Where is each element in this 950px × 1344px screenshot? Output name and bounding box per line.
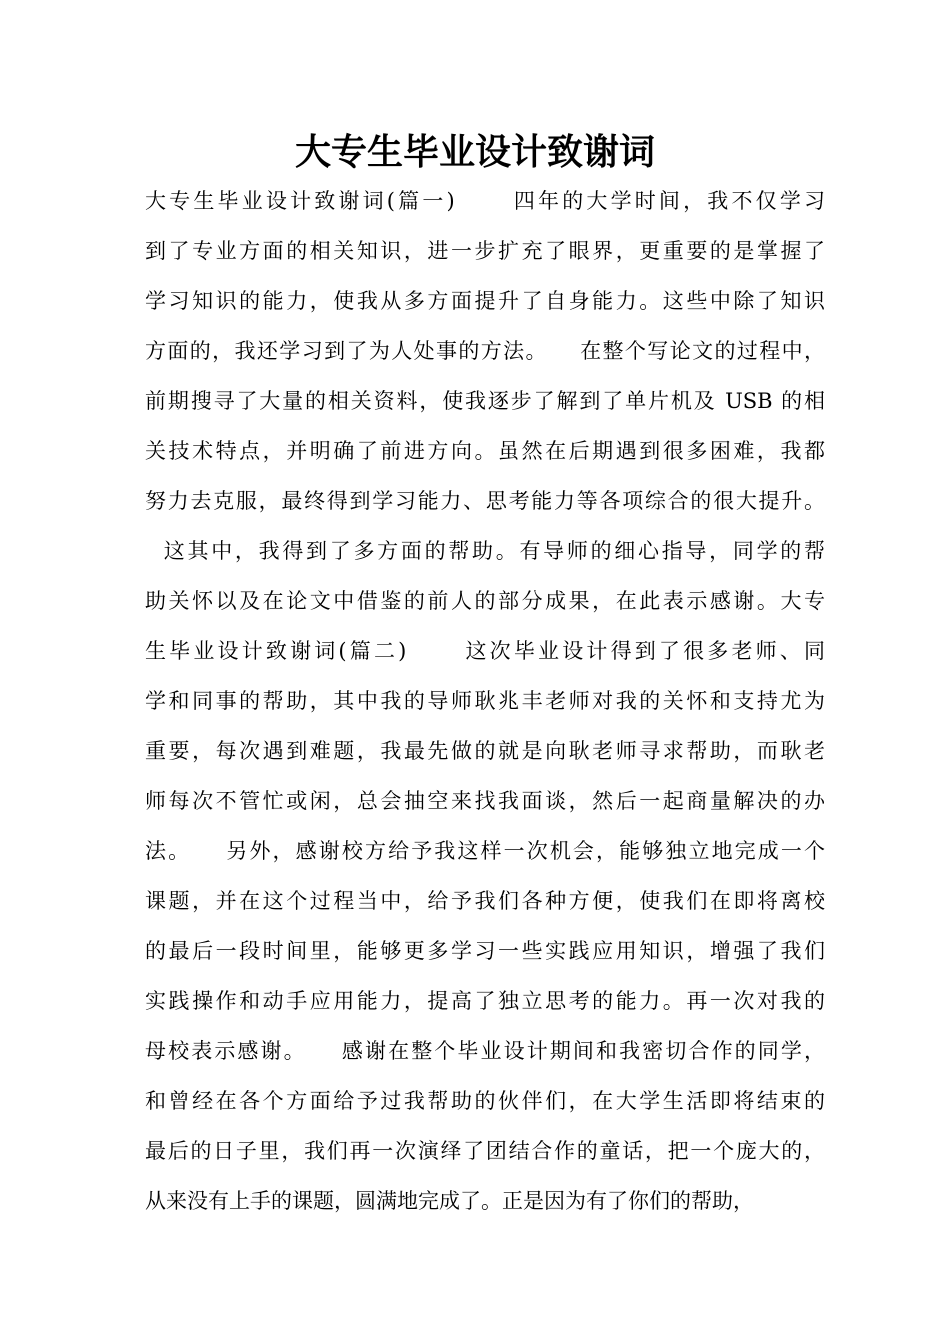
text-line: 师每次不管忙或闲，总会抽空来找我面谈，然后一起商量解决的办	[145, 789, 825, 813]
text-line: 从来没有上手的课题，圆满地完成了。正是因为有了你们的帮助，	[145, 1189, 754, 1213]
text-line: 生毕业设计致谢词(篇二) 这次毕业设计得到了很多老师、同	[145, 639, 825, 663]
text-line: 助关怀以及在论文中借鉴的前人的部分成果，在此表示感谢。大专	[145, 589, 825, 613]
text-line: 学习知识的能力，使我从多方面提升了自身能力。这些中除了知识	[145, 289, 825, 313]
text-line: 重要，每次遇到难题，我最先做的就是向耿老师寻求帮助，而耿老	[145, 739, 825, 763]
text-line: 课题，并在这个过程当中，给予我们各种方便，使我们在即将离校	[145, 889, 825, 913]
document-title: 大专生毕业设计致谢词	[294, 132, 655, 173]
text-line: 方面的，我还学习到了为人处事的方法。 在整个写论文的过程中，	[145, 339, 825, 363]
text-line: 大专生毕业设计致谢词(篇一) 四年的大学时间，我不仅学习	[145, 189, 825, 213]
text-line: 和曾经在各个方面给予过我帮助的伙伴们，在大学生活即将结束的	[145, 1089, 825, 1113]
text-line: 努力去克服，最终得到学习能力、思考能力等各项综合的很大提升。	[145, 489, 825, 513]
text-line: 实践操作和动手应用能力，提高了独立思考的能力。再一次对我的	[145, 989, 825, 1013]
text-line: 学和同事的帮助，其中我的导师耿兆丰老师对我的关怀和支持尤为	[145, 689, 825, 713]
text-line: 这其中，我得到了多方面的帮助。有导师的细心指导，同学的帮	[145, 539, 825, 563]
text-line: 的最后一段时间里，能够更多学习一些实践应用知识，增强了我们	[145, 939, 825, 963]
text-line: 母校表示感谢。 感谢在整个毕业设计期间和我密切合作的同学，	[145, 1039, 825, 1063]
text-line: 法。 另外，感谢校方给予我这样一次机会，能够独立地完成一个	[145, 839, 825, 863]
text-line: 前期搜寻了大量的相关资料，使我逐步了解到了单片机及 USB 的相	[145, 389, 825, 413]
text-line: 到了专业方面的相关知识，进一步扩充了眼界，更重要的是掌握了	[145, 239, 825, 263]
document-body	[145, 176, 825, 1226]
text-line: 最后的日子里，我们再一次演绎了团结合作的童话，把一个庞大的，	[145, 1139, 825, 1163]
text-line: 关技术特点，并明确了前进方向。虽然在后期遇到很多困难，我都	[145, 439, 825, 463]
